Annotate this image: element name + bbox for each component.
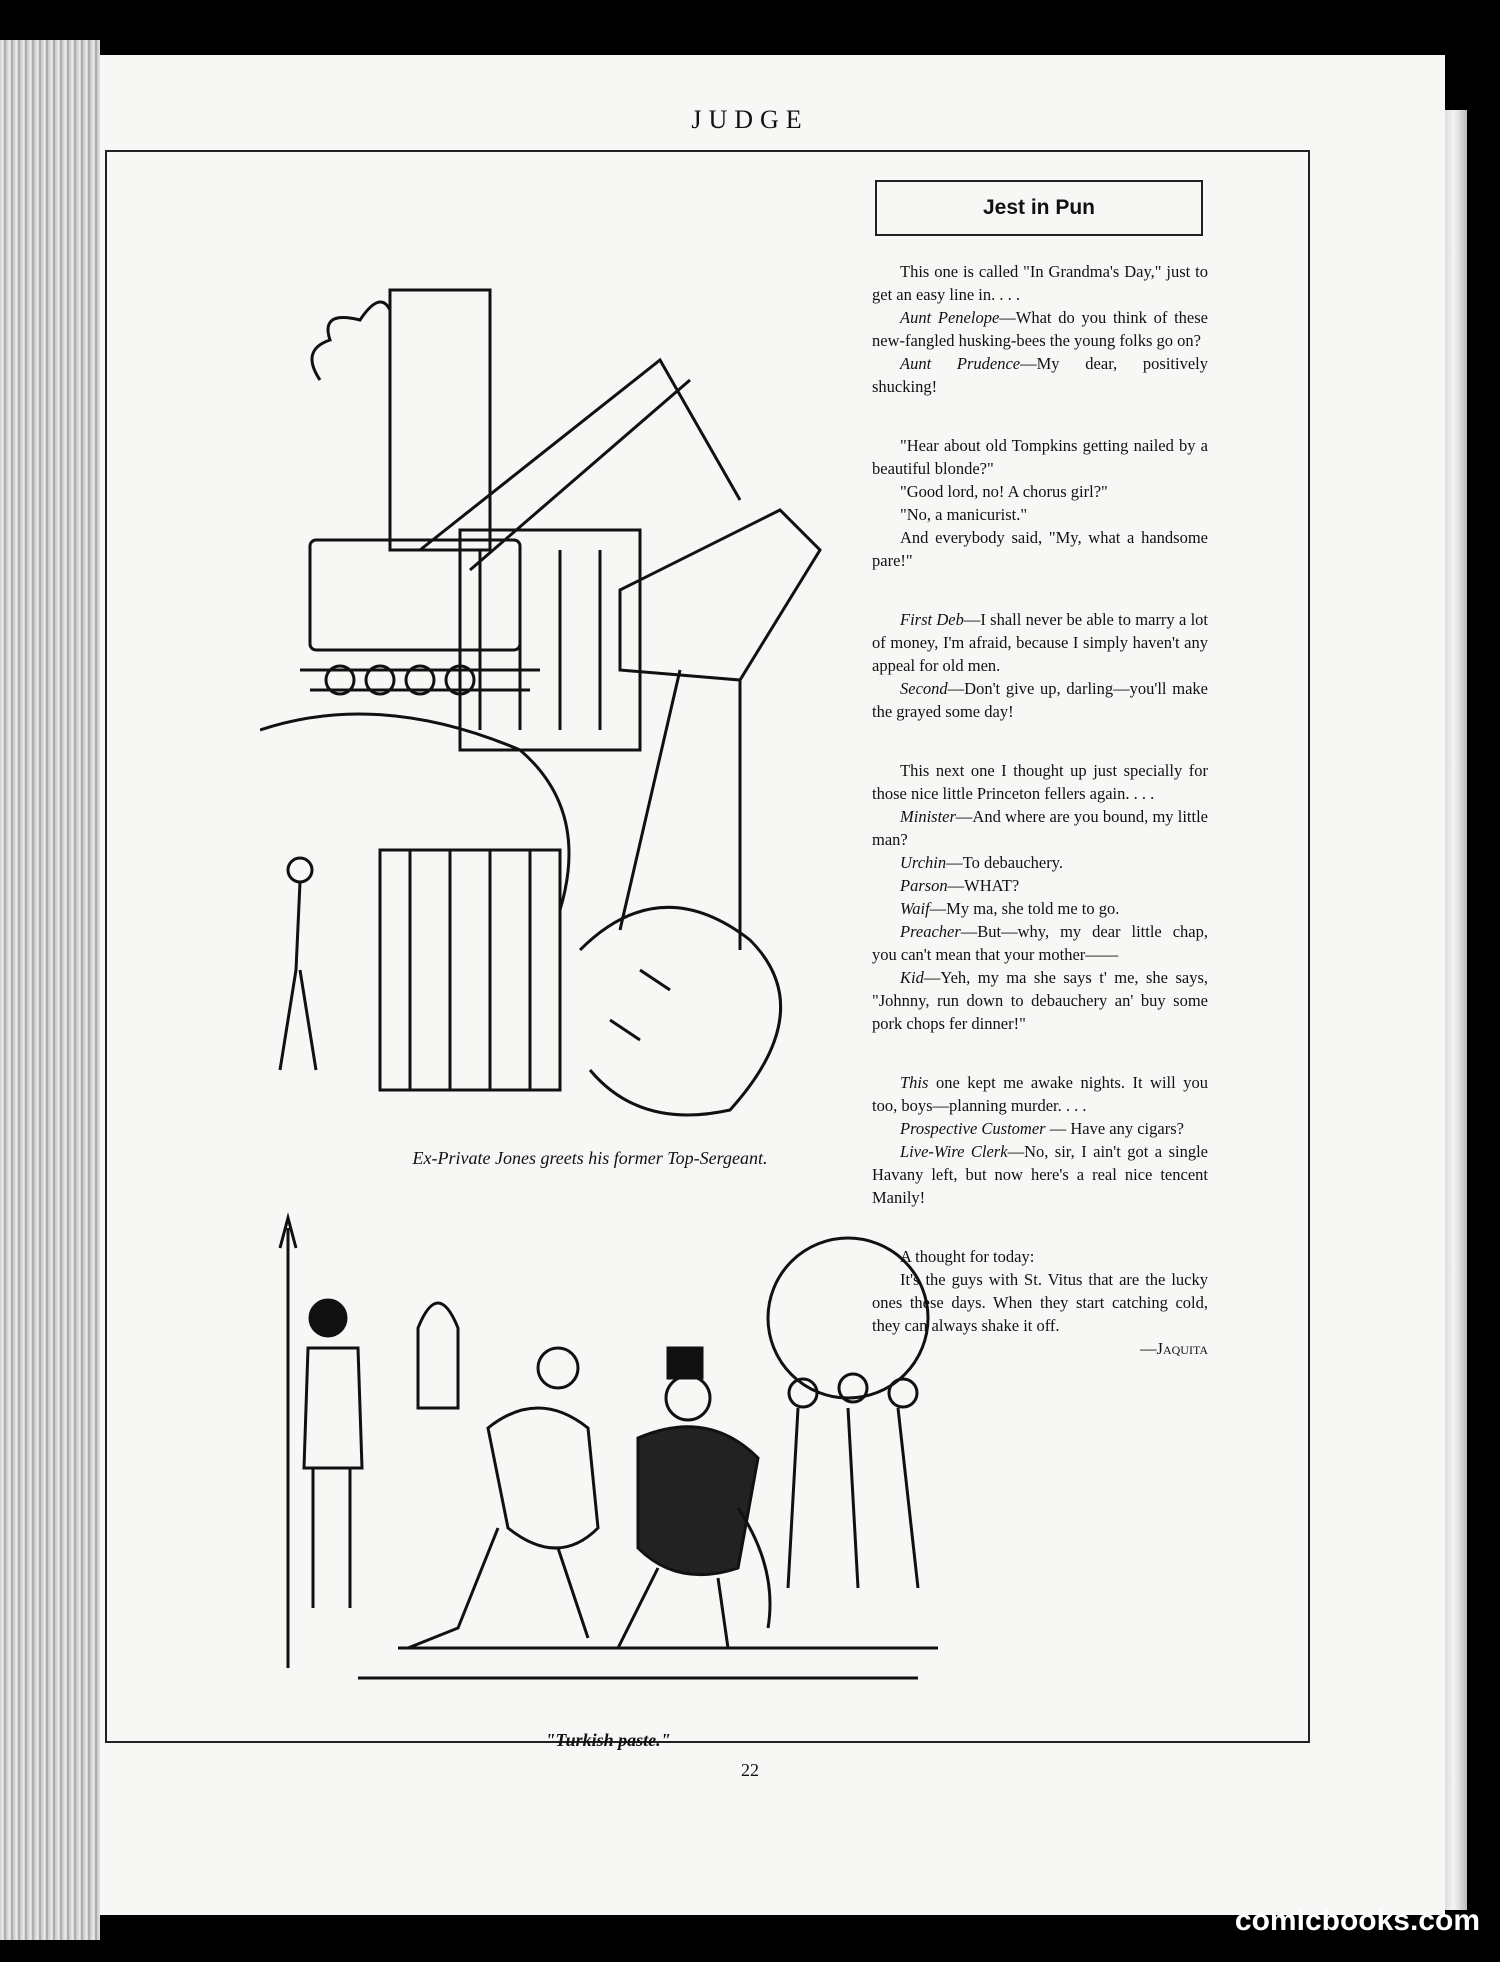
paragraph: This one is called "In Grandma's Day," just to get an easy line in. . . . — [872, 262, 1208, 304]
signature: —Jaquita — [1140, 1339, 1208, 1358]
running-head: JUDGE — [691, 105, 809, 134]
paragraph: Urchin—To debauchery. — [900, 853, 1064, 872]
paragraph: Parson—WHAT? — [900, 876, 1020, 895]
paragraph: Aunt Prudence—My dear, positively shucking! — [872, 354, 1208, 396]
paragraph: Minister—And where are you bound, my little man? — [872, 807, 1208, 849]
paragraph: Prospective Customer — Have any cigars? — [900, 1119, 1184, 1138]
steam-shovel-illustration — [260, 250, 920, 1130]
bottom-cartoon-caption: "Turkish paste." — [545, 1730, 671, 1750]
turkish-scene-illustration — [258, 1208, 958, 1738]
paragraph: Second—Don't give up, darling—you'll make the grayed some day! — [872, 679, 1208, 721]
paragraph: "No, a manicurist." — [900, 505, 1028, 524]
paragraph: And everybody said, "My, what a handsome pare!" — [872, 528, 1208, 570]
paragraph: "Hear about old Tompkins getting nailed by a beautiful blonde?" — [872, 436, 1208, 478]
top-cartoon-caption: Ex-Private Jones greets his former Top-Sergeant. — [412, 1148, 768, 1168]
page-number: 22 — [741, 1760, 759, 1780]
paragraph: This one kept me awake nights. It will you too, boys—planning murder. . . . — [872, 1073, 1208, 1115]
paragraph: Kid—Yeh, my ma she says t' me, she says, "Johnny, run down to debauchery an' buy some pork chops fer dinner!" — [872, 968, 1208, 1033]
paragraph: Waif—My ma, she told me to go. — [900, 899, 1120, 918]
paragraph: First Deb—I shall never be able to marry a lot of money, I'm afraid, because I simply haven't any appeal for old men. — [872, 610, 1208, 675]
column-title: Jest in Pun — [875, 180, 1203, 236]
paragraph: This next one I thought up just specially for those nice little Princeton fellers again. . . . — [872, 761, 1208, 803]
paragraph: Aunt Penelope—What do you think of these new-fangled husking-bees the young folks go on? — [872, 308, 1208, 350]
watermark: comicbooks.com — [1234, 1904, 1480, 1937]
paragraph: A thought for today: — [900, 1247, 1035, 1266]
paragraph: Live-Wire Clerk—No, sir, I ain't got a single Havany left, but now here's a real nice tencent Manily! — [872, 1142, 1208, 1207]
paragraph: It's the guys with St. Vitus that are the lucky ones these days. When they start catching cold, they can always shake it off. — [872, 1270, 1208, 1335]
right-page-edge — [1445, 110, 1467, 1910]
jest-in-pun-column — [872, 260, 1208, 1360]
paragraph: Preacher—But—why, my dear little chap, you can't mean that your mother—— — [872, 922, 1208, 964]
paragraph: "Good lord, no! A chorus girl?" — [900, 482, 1108, 501]
book-page-edges — [0, 40, 100, 1940]
